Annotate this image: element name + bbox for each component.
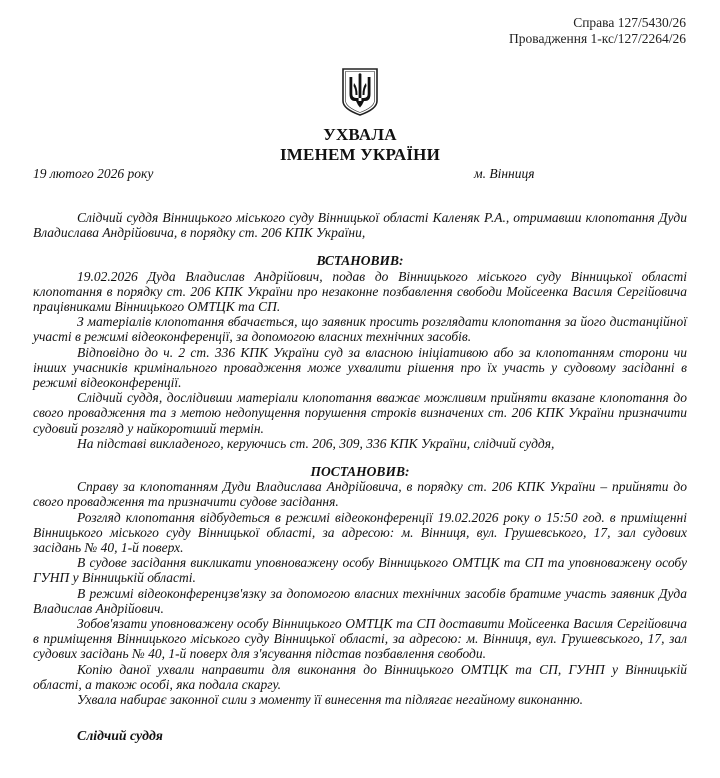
ruling-date: 19 лютого 2026 року: [33, 166, 154, 181]
established-heading: ВСТАНОВИВ:: [316, 253, 404, 269]
proceeding-number: Провадження 1-кс/127/2264/26: [509, 31, 686, 46]
intro-paragraph: Слідчий суддя Вінницького міського суду Вінницької області Каленяк Р.А., отримавши клопотання Дуди Владислава Андрійовича, в порядку ст. 206 КПК України,: [33, 210, 687, 241]
decided-paragraph: Зобов'язати уповноважену особу Вінницького ОМТЦК та СП доставити Мойсеенка Василя Сергійовича в приміщення Вінницького міського суду Вінницької області, за адресою: м. Вінниця, вул. Грушевського, 17, зал судових засідань № 40, 1-й поверх для з'ясування підстав позбавлення свободи.: [33, 616, 687, 662]
decided-paragraph: Копію даної ухвали направити для виконання до Вінницького ОМТЦК та СП, ГУНП у Вінницькій області, а також особі, яка подала скаргу.: [33, 661, 687, 692]
established-paragraph: На підставі викладеного, керуючись ст. 206, 309, 336 КПК України, слідчий суддя,: [77, 435, 555, 451]
ruling-city: м. Вінниця: [474, 166, 535, 181]
ukraine-coat-of-arms-icon: [341, 67, 379, 117]
decided-paragraph: Ухвала набирає законної сили з моменту її винесення та підлягає негайному виконанню.: [77, 692, 583, 708]
case-reference: [33, 15, 686, 47]
decided-paragraph: В режимі відеоконференцзв'язку за допомогою власних технічних засобів братиме участь заявник Дуда Владислав Андрійович.: [33, 585, 687, 616]
established-paragraph: Слідчий суддя, дослідивши матеріали клопотання вважає можливим прийняти вказане клопотання до свого провадження та з метою недопущення порушення строків визначених ст. 206 КПК України призначити судовий розгляд у найкоротший термін.: [33, 390, 687, 436]
decided-heading: ПОСТАНОВИВ:: [310, 464, 410, 480]
case-number: Справа 127/5430/26: [573, 15, 686, 30]
document-subtitle: ІМЕНЕМ УКРАЇНИ: [279, 145, 440, 164]
decided-paragraph: Розгляд клопотання відбудеться в режимі відеоконференції 19.02.2026 року о 15:50 год. в приміщенні Вінницького міського суду Вінницької області, за адресою: м. Вінниця, вул. Грушевського, 17, зал судових засідань № 40, 1-й поверх.: [33, 509, 687, 556]
intro-section: [33, 210, 687, 240]
emblem-container: [33, 67, 687, 119]
established-paragraph: З матеріалів клопотання вбачається, що заявник просить розглядати клопотання за його дистанційної участі в режимі відеоконференції, за допомогою власних технічних засобів.: [33, 314, 687, 345]
established-paragraph: Відповідно до ч. 2 ст. 336 КПК України суд за власною ініціативою або за клопотанням сторони чи інших учасників кримінального провадження може ухвалити рішення про їх участь у судовому засіданні в режимі відеоконференції.: [33, 344, 687, 391]
decided-section: [33, 464, 687, 707]
established-section: [33, 253, 687, 451]
decided-paragraph: В судове засідання викликати уповноважену особу Вінницького ОМТЦК та СП та уповноважену особу ГУНП у Вінницькій області.: [33, 555, 687, 586]
established-paragraph: 19.02.2026 Дуда Владислав Андрійович, подав до Вінницького міського суду Вінницької області клопотання в порядку ст. 206 КПК України про незаконне позбавлення свободи Мойсеенка Василя Сергійовича працівниками Вінницького ОМТЦК та СП.: [33, 268, 687, 315]
document-title: УХВАЛА: [323, 125, 397, 144]
date-place-row: [33, 165, 687, 182]
signature-label: Слідчий суддя: [77, 728, 163, 744]
decided-paragraph: Справу за клопотанням Дуди Владислава Андрійовича, в порядку ст. 206 КПК України – прийняти до свого провадження та призначити судове засідання.: [33, 479, 687, 510]
